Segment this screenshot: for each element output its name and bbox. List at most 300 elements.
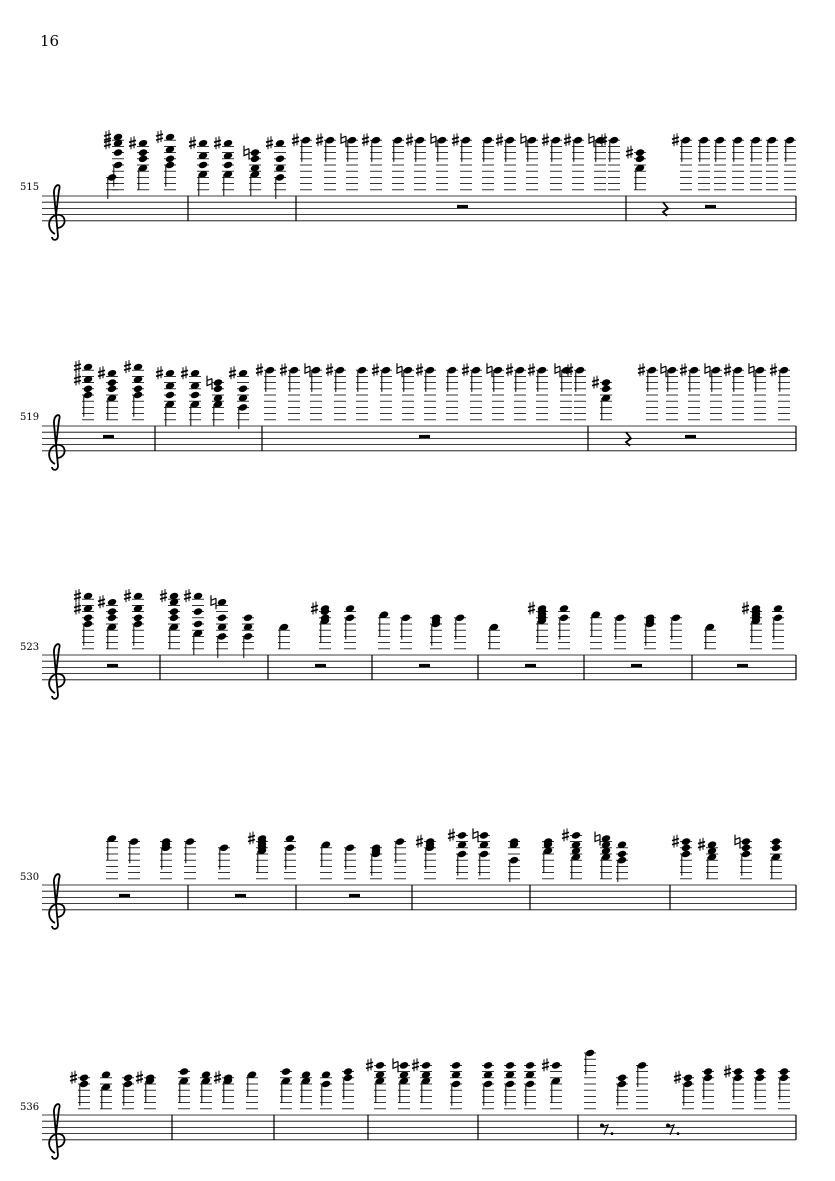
notehead [537,366,547,375]
notehead [483,1061,493,1070]
notehead [681,136,691,145]
chord [542,837,554,879]
chord [394,837,406,879]
sharp-icon [770,363,777,376]
natural-icon [521,133,526,147]
chord [74,589,94,649]
natural-icon [473,828,478,842]
notehead [575,366,585,375]
notehead [483,1080,493,1089]
chord [207,376,224,426]
quarter-rest-icon [663,202,668,216]
notehead [325,136,335,145]
chord [482,136,494,190]
chord [400,613,412,648]
notehead [571,831,581,840]
chord [496,133,516,190]
notehead [138,148,148,157]
notehead [113,148,123,157]
sharp-icon [626,146,633,159]
notehead [403,366,413,375]
chord [211,595,228,658]
chord [508,837,520,882]
chord [393,1058,410,1108]
notehead [401,613,411,622]
chord [136,1071,156,1109]
chord [244,146,261,196]
sharp-icon [124,589,131,602]
notehead [395,837,405,846]
notehead [573,136,583,145]
notehead [165,154,175,163]
chord [487,363,504,420]
notehead [505,136,515,145]
quarter-rest-icon [626,432,631,446]
chord [562,828,582,878]
chord [98,366,118,420]
half-rest-icon [315,664,326,668]
notehead [767,136,777,145]
chord [732,136,744,190]
chord [344,843,356,878]
chord [680,363,700,420]
chord [698,838,718,879]
sharp-icon [562,828,569,841]
notehead [479,850,489,859]
chord [595,832,612,879]
sharp-icon [674,1071,681,1084]
notehead [637,1061,647,1070]
notehead [83,384,93,393]
natural-icon [589,133,594,147]
sharp-icon [160,589,167,602]
chord [256,363,276,420]
notehead [107,378,117,387]
natural-icon [207,376,212,390]
notehead [285,843,295,852]
natural-icon [341,133,346,147]
staff-system [20,130,796,240]
notehead [647,366,657,375]
notehead [683,1073,693,1082]
sharp-icon [496,133,503,146]
notehead [381,366,391,375]
half-rest-icon [107,664,118,668]
natural-icon [555,363,560,377]
half-rest-icon [685,435,696,439]
chord [320,1070,332,1109]
notehead [515,366,525,375]
notehead [689,366,699,375]
notehead [509,856,519,865]
chord [542,133,562,190]
chord [766,136,778,190]
chord [614,613,626,648]
sharp-icon [542,133,549,146]
notehead [357,366,367,375]
notehead [198,161,208,170]
notehead [399,1061,409,1070]
chord [698,136,710,190]
chord [370,843,382,878]
chord [278,623,290,649]
chord [638,363,658,420]
chord [714,136,726,190]
notehead [551,136,561,145]
chord [246,1070,258,1109]
chord [122,1073,134,1108]
measure-number: 536 [20,1102,40,1113]
natural-icon [393,1058,398,1072]
chord [735,835,752,879]
notehead [217,613,227,622]
chord [482,1061,494,1109]
chord [106,173,118,199]
sharp-icon [462,363,469,376]
chord [214,1071,234,1109]
chord [124,360,144,420]
notehead [113,161,123,170]
sharp-icon [416,835,423,848]
sharp-icon [229,366,236,379]
notehead [755,1067,765,1076]
notehead [375,1061,385,1070]
notehead [585,1049,595,1058]
notehead [771,837,781,846]
chord [372,363,392,420]
notehead [421,1061,431,1070]
sharp-icon [362,133,369,146]
notehead [343,1067,353,1076]
sharp-icon [452,133,459,146]
sharp-icon [156,366,163,379]
chord [462,363,482,420]
notehead [301,136,311,145]
chord [406,133,426,190]
notehead [275,154,285,163]
notehead [217,632,227,641]
half-rest-icon [419,435,430,439]
sharp-icon [638,363,645,376]
half-rest-icon [419,664,430,668]
notehead [289,366,299,375]
sharp-icon [372,363,379,376]
notehead [265,366,275,375]
natural-icon [735,835,740,849]
sharp-icon [672,133,679,146]
notehead [223,161,233,170]
notehead [213,378,223,387]
chord [229,366,249,429]
chord [416,835,436,879]
chord [430,613,442,648]
notehead [190,391,200,400]
notehead [483,136,493,145]
sharp-icon [280,363,287,376]
sharp-icon [98,595,105,608]
notehead [179,1067,189,1076]
natural-icon [661,363,666,377]
sharp-icon [189,136,196,149]
notehead [129,837,139,846]
measure-number: 530 [20,872,40,883]
notehead [425,366,435,375]
notehead [779,1067,789,1076]
chord [661,363,678,420]
treble-clef-icon [49,185,64,240]
chord [749,363,766,420]
notehead [595,136,605,145]
sharp-icon [506,363,513,376]
notehead [551,1061,561,1070]
chord [320,840,332,879]
notehead [733,366,743,375]
notehead [415,136,425,145]
chord [280,363,300,420]
chord [454,613,466,648]
chord [305,363,322,420]
chord [412,1058,432,1108]
half-rest-icon [457,205,468,209]
notehead [703,1067,713,1076]
sharp-icon [98,366,105,379]
notehead [455,613,465,622]
chord [74,360,94,420]
chord [184,837,196,879]
notehead [505,1080,515,1089]
notehead [527,136,537,145]
sharp-icon [214,136,221,149]
notehead [243,632,253,641]
sharp-icon [698,838,705,851]
sharp-icon [129,136,136,149]
chord [590,610,602,649]
notehead [711,366,721,375]
notehead [617,1073,627,1082]
natural-icon [305,363,310,377]
notehead [169,607,179,616]
chord [98,595,118,649]
chord [106,834,118,879]
notehead [779,366,789,375]
notehead [335,366,345,375]
chord [446,366,458,420]
chord [156,366,176,426]
chord [778,1067,790,1109]
notehead [681,837,691,846]
sharp-icon [156,130,163,143]
chord [626,146,646,190]
sharp-icon [74,589,81,602]
notehead [505,1061,515,1070]
staff-system [20,1049,796,1159]
notehead [635,148,645,157]
half-rest-icon [525,664,536,668]
sharp-icon [74,373,81,386]
notehead [667,366,677,375]
chord [266,136,286,199]
sharp-icon [406,133,413,146]
sharp-icon [292,133,299,146]
chord [564,133,584,190]
notehead [345,843,355,852]
chord [504,1061,516,1109]
sharp-icon [528,602,535,615]
natural-icon [244,146,249,160]
treble-clef-icon [49,644,64,699]
notehead [617,850,627,859]
chord [366,1058,386,1108]
notehead [699,136,709,145]
notehead [133,384,143,393]
notehead [751,136,761,145]
chord [448,828,468,878]
chord [316,133,336,190]
notehead [219,843,229,852]
sharp-icon [181,366,188,379]
chord [616,1073,628,1108]
treble-clef-icon [49,874,64,929]
chord [160,589,180,649]
chord [754,1067,766,1109]
sharp-icon [256,363,263,376]
notehead [733,136,743,145]
chord [674,1071,694,1109]
chord [156,130,176,190]
treble-clef-icon [49,415,64,470]
notehead [321,1080,331,1089]
notehead [755,366,765,375]
chord [742,602,762,649]
sharp-icon [366,1058,373,1071]
chord [770,363,790,420]
chord [356,366,368,420]
notehead [275,173,285,182]
measure-number: 523 [20,642,40,653]
chord [584,1049,596,1109]
notehead [733,1067,743,1076]
chord [616,840,628,882]
natural-icon [705,363,710,377]
chord [431,133,448,190]
chord [181,366,201,426]
sharp-icon [448,828,455,841]
natural-icon [211,595,216,609]
notehead [165,391,175,400]
notehead [133,613,143,622]
notehead [107,607,117,616]
chord [524,1061,536,1109]
sharp-icon [680,363,687,376]
chord [300,1070,312,1109]
sharp-icon [592,376,599,389]
notehead [437,136,447,145]
chord [528,363,548,420]
chord [341,133,358,190]
chord [218,843,230,878]
notehead [250,148,260,157]
chord [160,837,172,879]
staff-system [20,828,796,928]
sharp-icon [742,602,749,615]
sharp-icon [672,835,679,848]
chord [362,133,382,190]
staff-system [20,360,796,470]
notehead [671,613,681,622]
notehead [79,1073,89,1082]
chord [750,136,762,190]
notehead [615,613,625,622]
notehead [561,366,571,375]
sharp-icon [724,1065,731,1078]
notehead [773,613,783,622]
chord [189,136,209,196]
chord [280,1067,292,1109]
notehead [345,613,355,622]
chord [724,363,744,420]
notehead [525,1061,535,1070]
chord [242,613,254,658]
sharp-icon [564,133,571,146]
sharp-icon [416,363,423,376]
chord [724,1065,744,1109]
half-rest-icon [119,894,130,898]
chord [248,832,268,879]
measure-number: 515 [20,182,40,193]
chord [506,363,526,420]
notehead [559,613,569,622]
sharp-icon [542,1058,549,1071]
sharp-icon [528,363,535,376]
chord [416,363,436,420]
chord [292,133,312,190]
chord [592,376,612,420]
notehead [123,1073,133,1082]
notehead [451,1061,461,1070]
natural-icon [397,363,402,377]
chord [128,837,140,879]
chord [600,133,620,190]
chord [772,604,784,649]
sharp-icon [311,602,318,615]
notehead [479,831,489,840]
sharp-icon [266,136,273,149]
notehead [193,607,203,616]
chord [770,837,782,879]
chord [702,1067,714,1109]
chord [178,1067,190,1109]
notehead [461,136,471,145]
chord [129,136,149,190]
notehead [243,613,253,622]
chord [450,1061,462,1109]
chord [672,133,692,190]
chord [644,613,656,648]
notehead [785,136,795,145]
chord [670,613,682,648]
chord [452,133,472,190]
notehead [525,1080,535,1089]
chord [378,610,390,649]
treble-clef-icon [49,1104,64,1159]
chord [70,1071,90,1109]
notehead [347,136,357,145]
notehead [493,366,503,375]
chord [344,604,356,649]
half-rest-icon [103,435,114,439]
half-rest-icon [349,894,360,898]
chord [326,363,346,420]
